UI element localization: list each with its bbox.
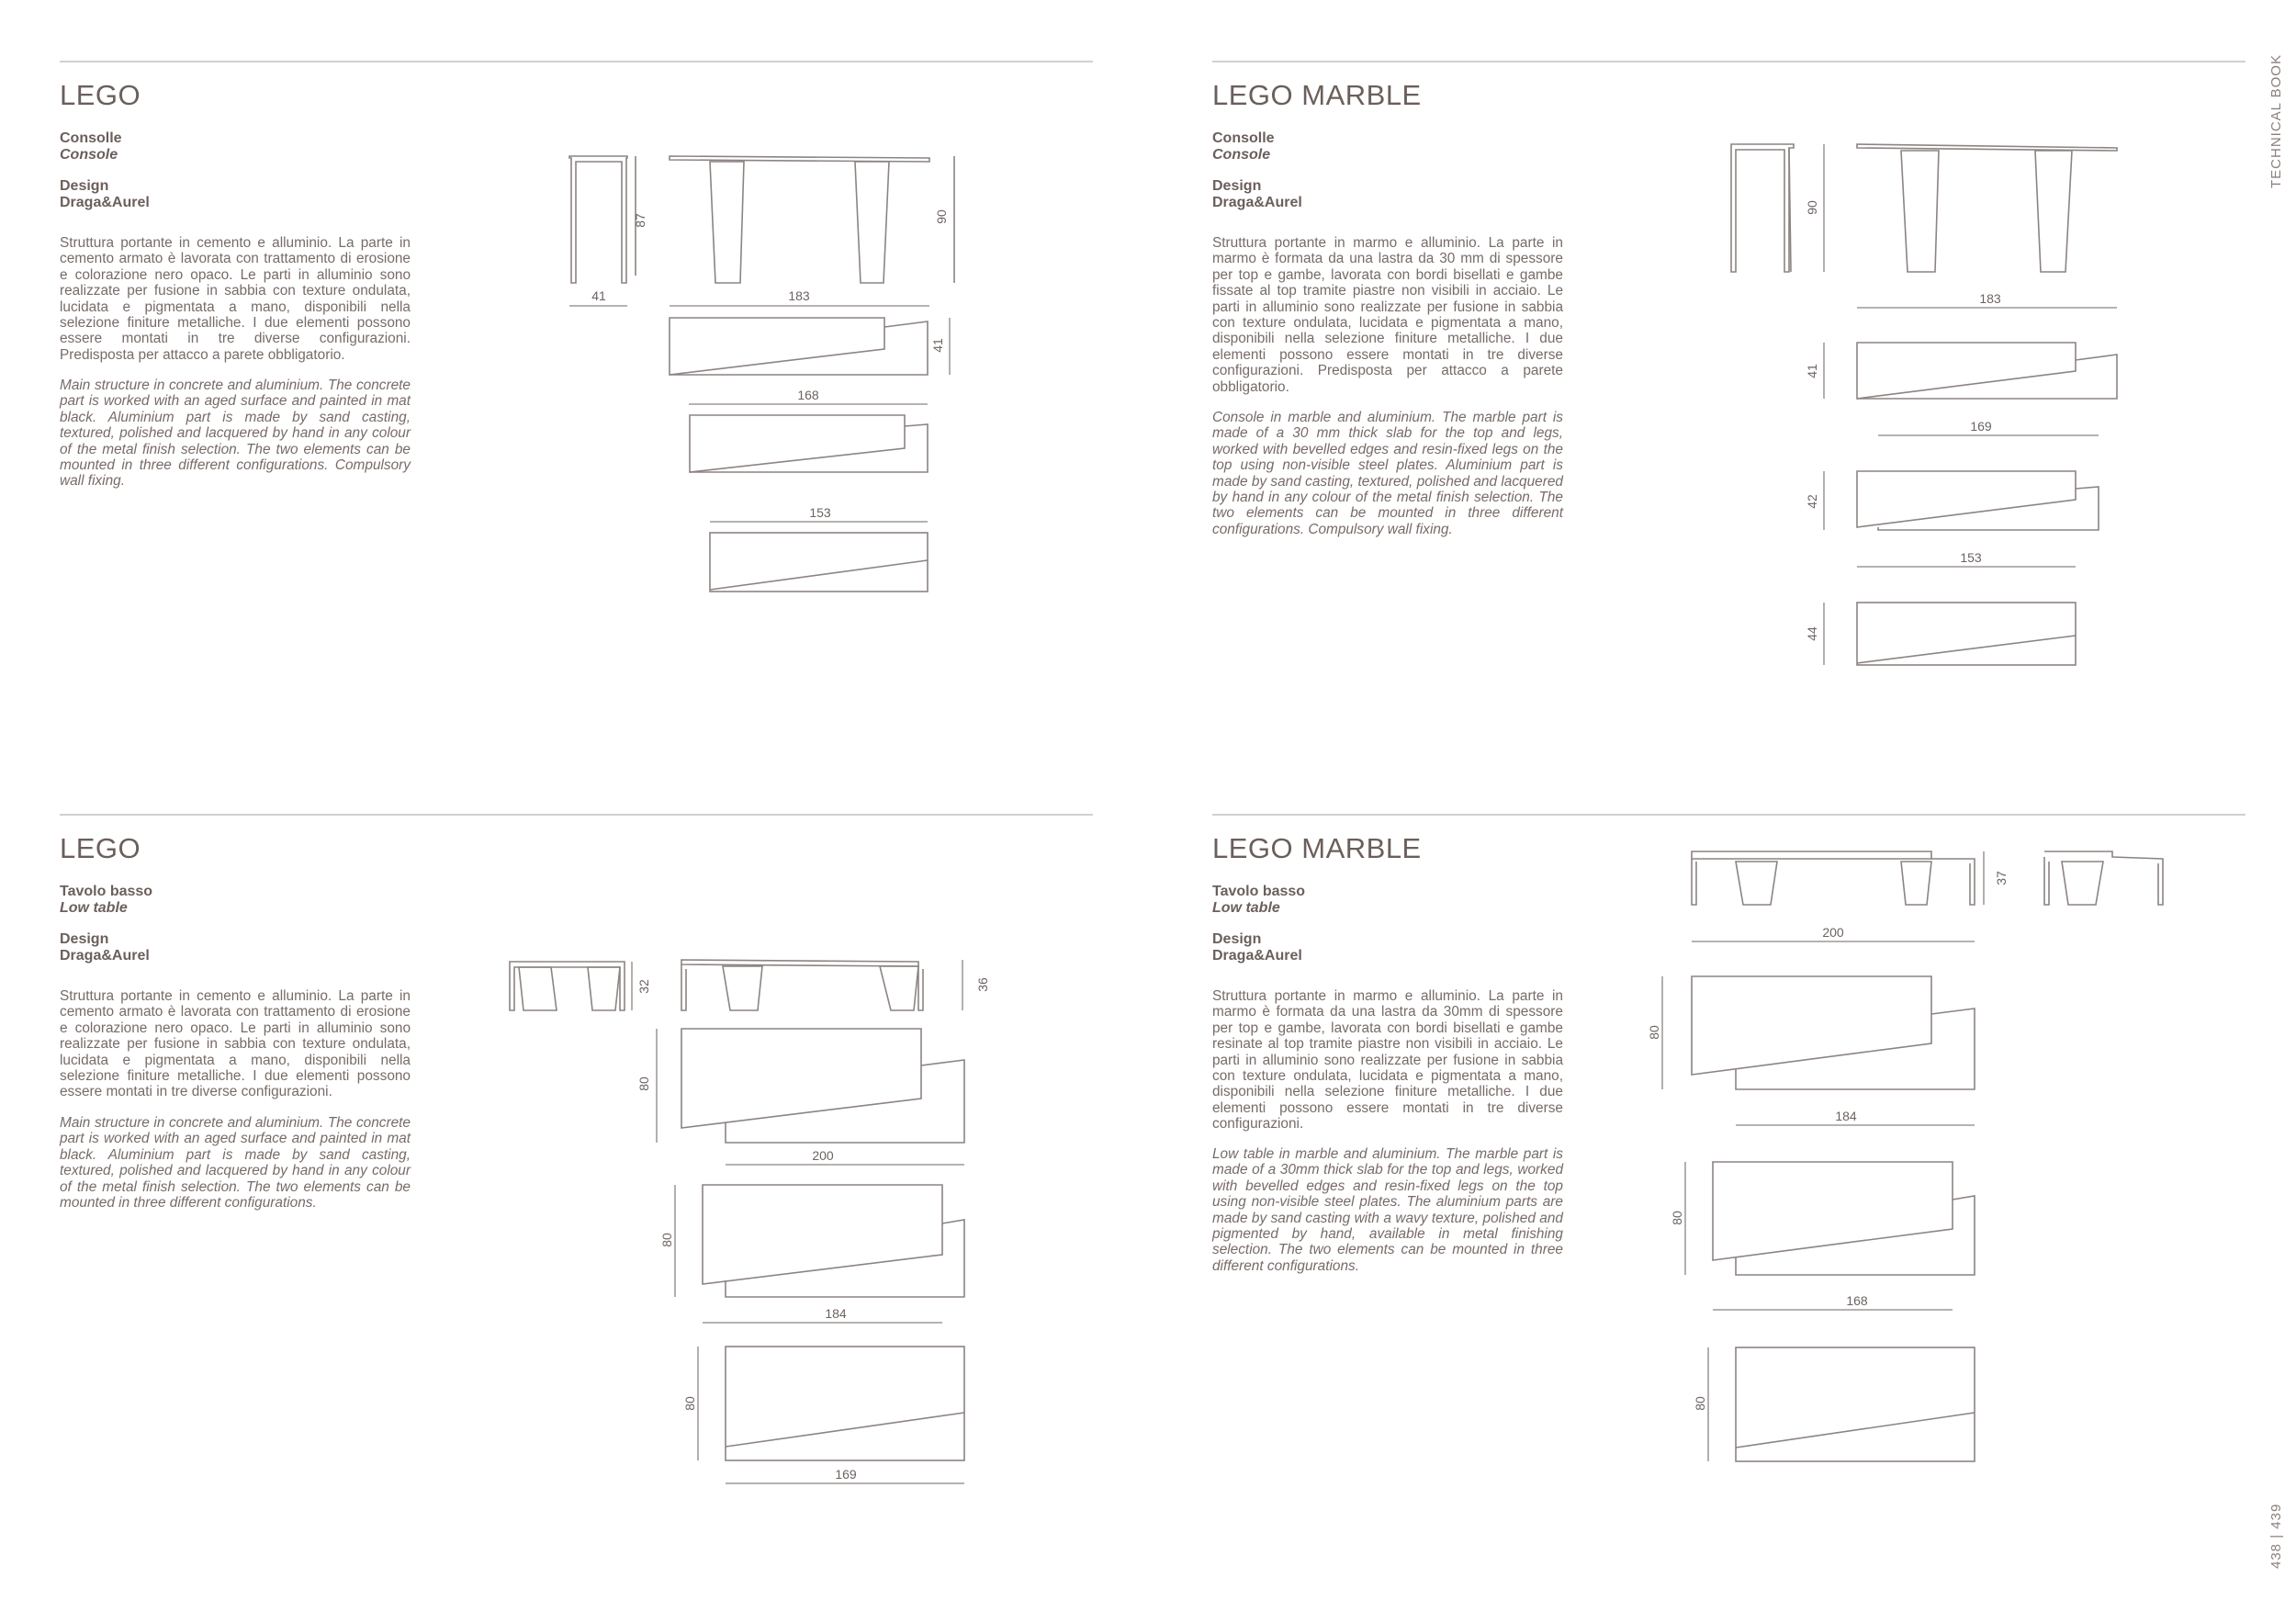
section-title: LEGO MARBLE: [1212, 832, 1422, 864]
dimension-label: 80: [1670, 1211, 1684, 1225]
description-english: Main structure in concrete and aluminium. The concrete part is worked with an aged surface and painted in mat black. Aluminium part is made by sand casting, textured, polished and lacquered by hand in any colour of the metal finish selection. The two elements can be mounted in three different configurations.: [60, 1115, 411, 1212]
designer-name: Draga&Aurel: [60, 948, 150, 964]
dimension-label: 80: [1693, 1396, 1707, 1411]
lego-console-top-view-1: [670, 318, 950, 375]
product-type-en: Console: [60, 147, 118, 163]
design-label: Design: [1212, 178, 1262, 194]
design-label: Design: [1212, 931, 1262, 947]
lego-console-side-view: [569, 156, 636, 283]
design-label: Design: [60, 178, 109, 194]
dimension-label: 80: [636, 1076, 651, 1091]
lego-marble-low-table-front-view: [1692, 851, 1984, 905]
dimension-label: 184: [825, 1306, 847, 1321]
dimension-label: 153: [809, 505, 831, 520]
lego-marble-low-table-top-view-3: [1708, 1347, 1975, 1461]
lego-console-front-view: [670, 156, 954, 283]
description-english: Low table in marble and aluminium. The marble part is made of a 30mm thick slab for the top and legs, worked with bevelled edges and resin-fixed legs on the top using non-visible steel plates. The aluminium parts are made by sand casting with a wavy texture, polished and pigmented by hand, available in metal finishing selection. The two elements can be mounted in three different configurations.: [1212, 1146, 1563, 1274]
description-italian: Struttura portante in marmo e alluminio. La parte in marmo è formata da una lastra da 30mm di spessore per top e gambe, lavorata con bordi bisellati e gambe resinate al top tramite piastre non visibili in acciaio. Le parti in alluminio sono realizzate per fusione in sabbia con texture ondulata, lucidata e pigmentata a mano, disponibili nella selezione finiture metalliche. I due elementi possono essere montati in tre diverse configurazioni.: [1212, 988, 1563, 1133]
lego-marble-console-top-view-1: [1824, 343, 2117, 399]
lego-low-table-front-view: [681, 960, 962, 1010]
designer-name: Draga&Aurel: [1212, 948, 1302, 964]
dimension-label: 168: [797, 388, 819, 402]
dimension-label: 44: [1805, 626, 1819, 641]
description-italian: Struttura portante in cemento e alluminio. La parte in cemento armato è lavorata con trattamento di erosione e colorazione nero opaco. Le parti in alluminio sono realizzate per fusione in sabbia con texture ondulata, lucidata e pigmentata a mano, disponibili nella selezione finiture metalliche. I due elementi possono essere montati in tre diverse configurazioni. Predisposta per attacco a parete obbligatorio.: [60, 235, 411, 363]
dimension-label: 183: [1979, 291, 2001, 306]
dimension-label: 169: [835, 1467, 857, 1482]
dimension-label: 183: [788, 288, 810, 303]
description-english: Console in marble and aluminium. The marble part is made of a 30 mm thick slab for the top and legs, worked with bevelled edges and resin-fixed legs on the top using non-visible steel plates. Aluminium part is made by sand casting, textured, polished and lacquered by hand in any colour of the metal finish selection. The two elements can be mounted in three different configurations. Compulsory wall fixing.: [1212, 410, 1563, 537]
product-type-it: Tavolo basso: [1212, 884, 1306, 899]
designer-name: Draga&Aurel: [1212, 195, 1302, 210]
product-type-en: Low table: [1212, 900, 1280, 916]
dimension-label: 32: [636, 979, 651, 994]
dimension-label: 153: [1960, 550, 1982, 565]
description-english: Main structure in concrete and aluminium. The concrete part is worked with an aged surface and painted in mat black. Aluminium part is made by sand casting, textured, polished and lacquered by hand in any colour of the metal finish selection. The two elements can be mounted in three different configurations. Compulsory wall fixing.: [60, 378, 411, 490]
lego-marble-low-table-side-view: [2044, 851, 2163, 905]
designer-name: Draga&Aurel: [60, 195, 150, 210]
dimension-label: 80: [659, 1233, 674, 1247]
lego-console-top-view-3: [710, 533, 928, 592]
dimension-label: 90: [1805, 200, 1819, 215]
product-type-it: Tavolo basso: [60, 884, 153, 899]
dimension-label: 42: [1805, 494, 1819, 509]
dimension-label: 169: [1970, 419, 1992, 434]
lego-marble-low-table-top-view-2: [1685, 1162, 1975, 1275]
dimension-label: 90: [934, 209, 949, 224]
lego-console-top-view-2: [690, 415, 928, 472]
lego-marble-console-side-view: [1731, 144, 1794, 272]
dimension-label: 200: [812, 1148, 834, 1163]
lego-marble-low-table-top-view-1: [1662, 976, 1975, 1089]
section-title: LEGO: [60, 79, 141, 111]
product-type-en: Low table: [60, 900, 128, 916]
product-type-it: Consolle: [60, 130, 122, 146]
dimension-label: 80: [682, 1396, 697, 1411]
page-numbers: 438 | 439: [2268, 1503, 2284, 1569]
dimension-label: 41: [1805, 364, 1819, 378]
lego-marble-console-top-view-3: [1824, 603, 2076, 665]
technical-book-label: TECHNICAL BOOK: [2268, 54, 2284, 188]
lego-low-table-top-view-3: [698, 1347, 964, 1460]
lego-marble-console-top-view-2: [1824, 471, 2099, 530]
lego-marble-console-front-view: [1824, 144, 2117, 272]
dimension-label: 87: [633, 213, 647, 228]
dimension-label: 37: [1994, 871, 2009, 885]
dimension-label: 168: [1846, 1293, 1868, 1308]
product-type-it: Consolle: [1212, 130, 1275, 146]
lego-low-table-top-view-2: [675, 1185, 964, 1297]
lego-low-table-top-view-1: [657, 1029, 964, 1143]
section-title: LEGO: [60, 832, 141, 864]
design-label: Design: [60, 931, 109, 947]
product-type-en: Console: [1212, 147, 1271, 163]
section-title: LEGO MARBLE: [1212, 79, 1422, 111]
description-italian: Struttura portante in marmo e alluminio. La parte in marmo è formata da una lastra da 30 mm di spessore per top e gambe, lavorata con bordi bisellati e gambe fissate al top tramite piastre non visibili in acciaio. Le parti in alluminio sono realizzate per fusione in sabbia con texture ondulata, lucidata e pigmentata a mano, disponibili nella selezione finiture metalliche. I due elementi possono essere montati in tre diverse configurazioni. Predisposta per attacco a parete obbligatorio.: [1212, 235, 1563, 395]
dimension-label: 200: [1822, 925, 1844, 940]
dimension-label: 41: [591, 288, 606, 303]
dimension-label: 184: [1835, 1109, 1857, 1123]
description-italian: Struttura portante in cemento e alluminio. La parte in cemento armato è lavorata con trattamento di erosione e colorazione nero opaco. Le parti in alluminio sono realizzate per fusione in sabbia con texture ondulata, lucidata e pigmentata a mano, disponibili nella selezione finiture metalliche. I due elementi possono essere montati in tre diverse configurazioni.: [60, 988, 411, 1100]
dimension-label: 41: [930, 338, 945, 353]
dimension-label: 80: [1647, 1025, 1661, 1040]
dimension-label: 36: [975, 977, 990, 992]
lego-low-table-side-view: [510, 962, 632, 1010]
